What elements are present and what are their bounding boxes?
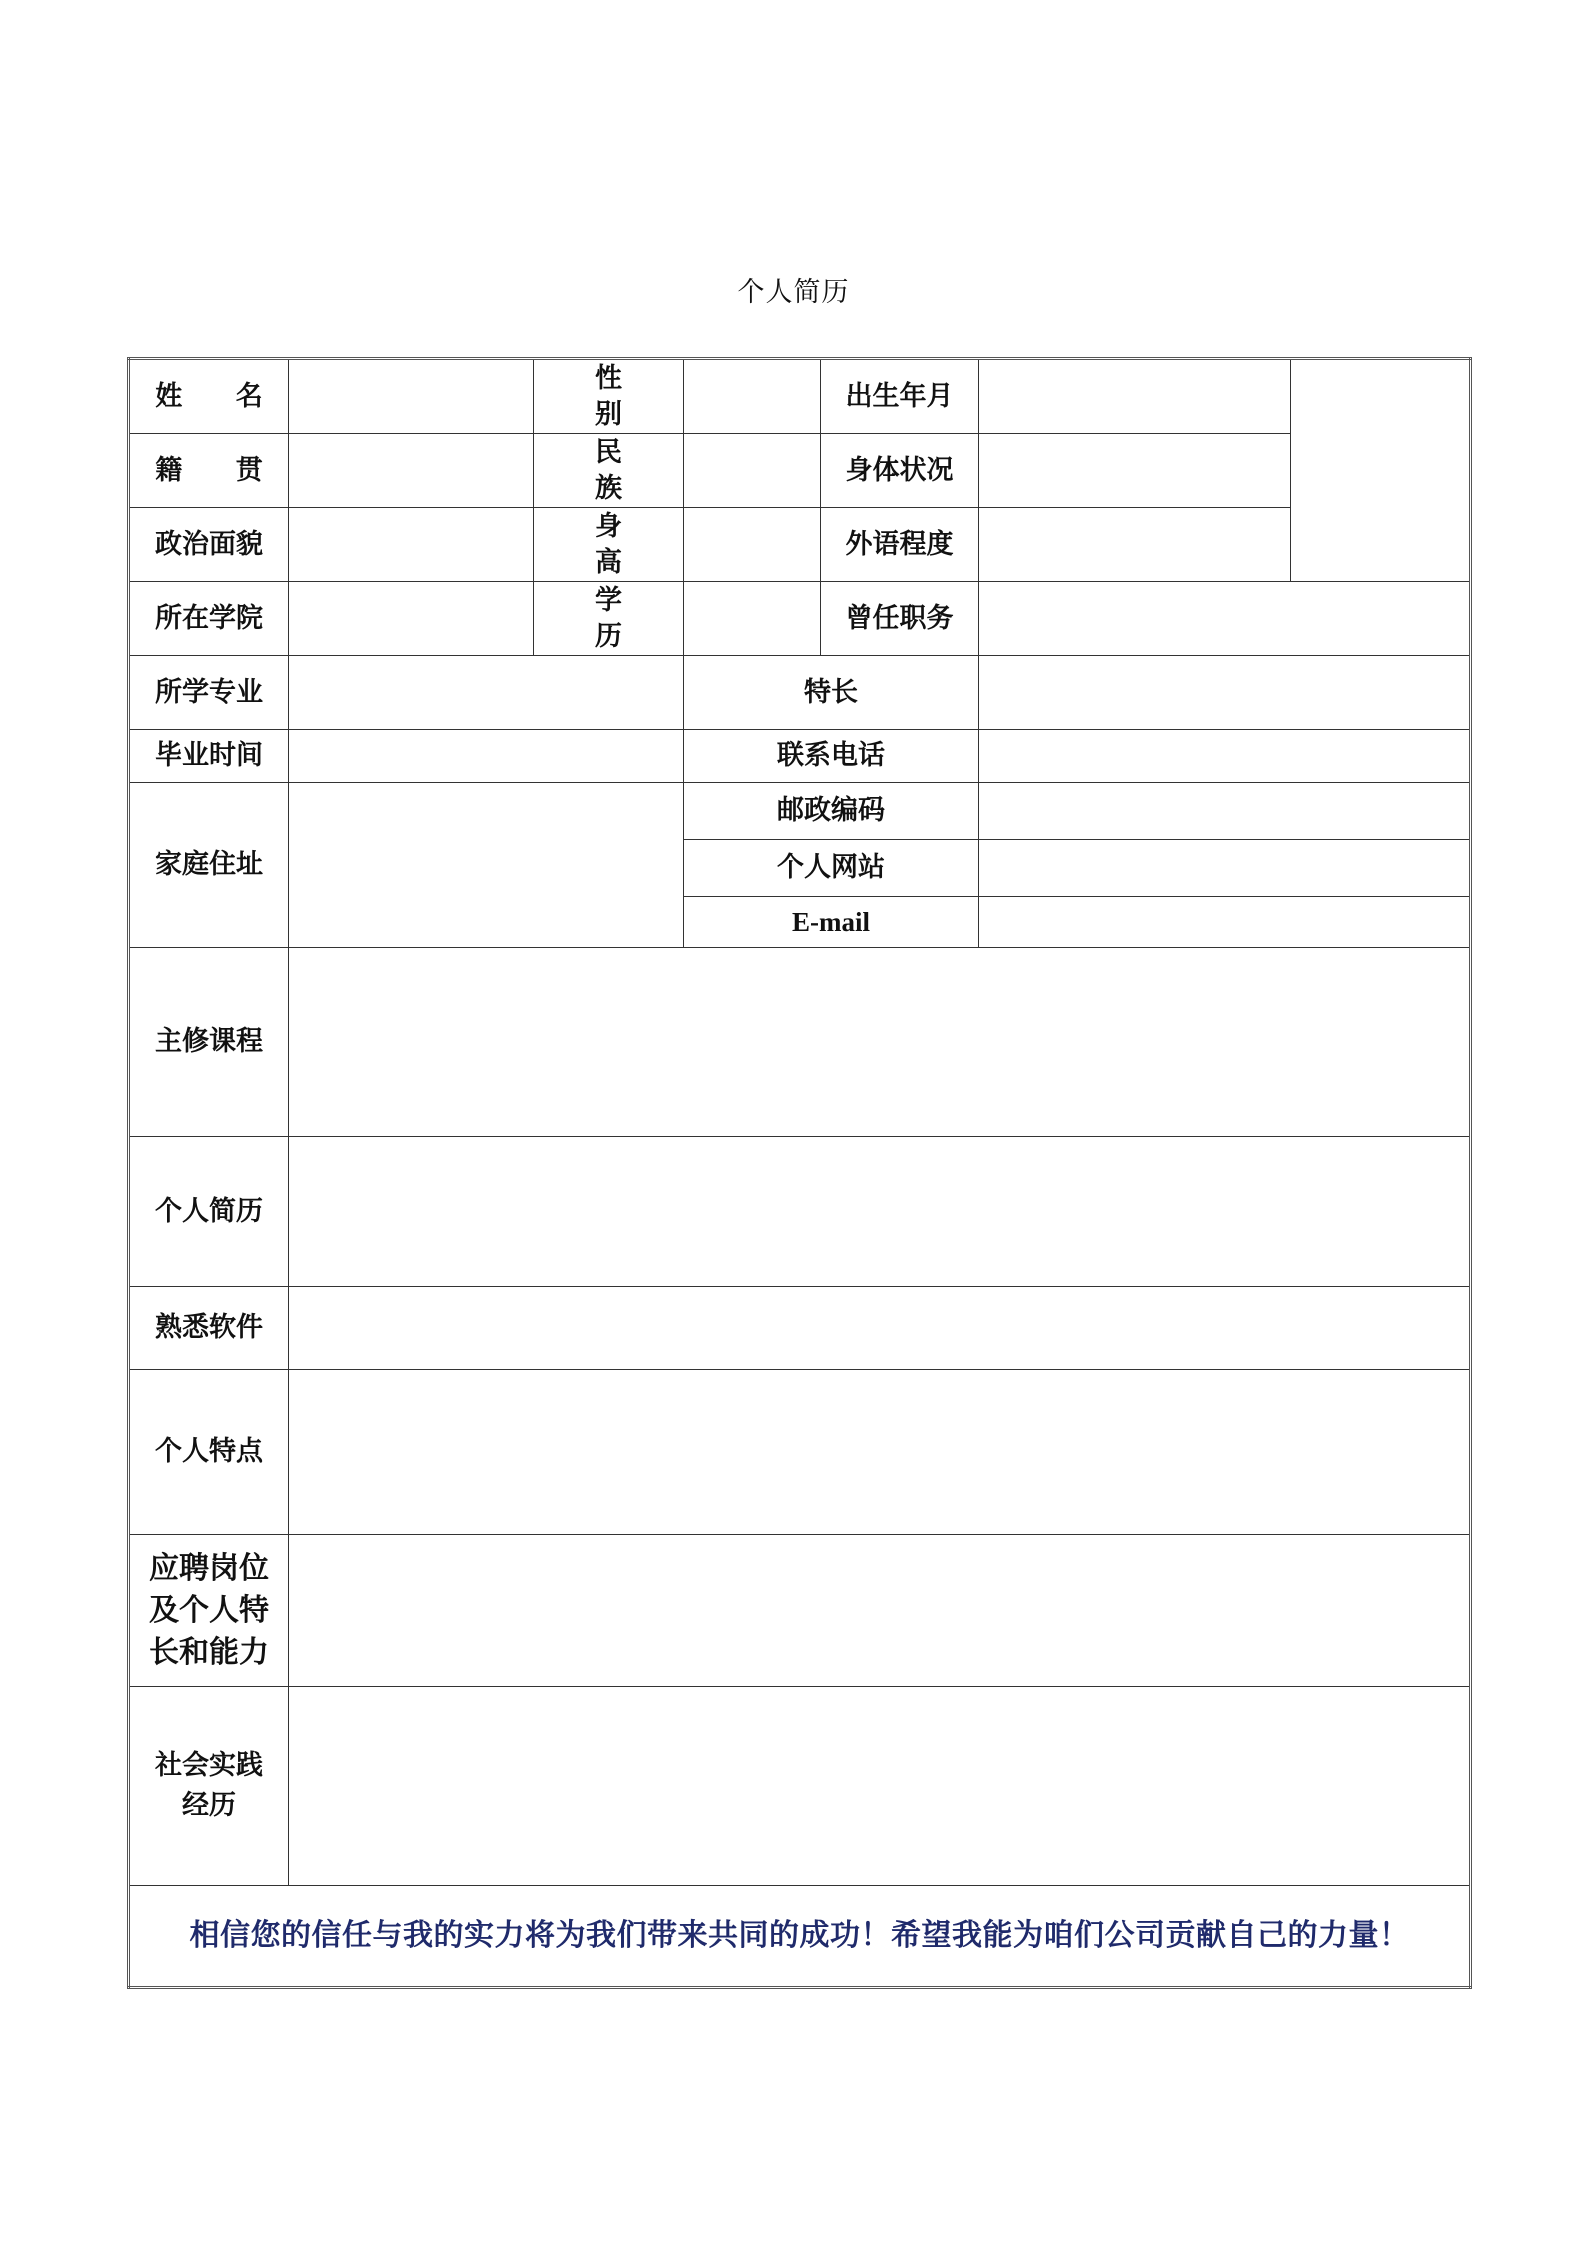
- birth-field[interactable]: [979, 359, 1291, 434]
- label-native-place: 籍 贯: [129, 434, 289, 508]
- label-position-line3: 长和能力: [149, 1634, 269, 1670]
- page-title: 个人简历: [737, 277, 850, 308]
- height-field[interactable]: [684, 508, 821, 582]
- label-position-line1: 应聘岗位: [149, 1550, 269, 1586]
- label-software: 熟悉软件: [129, 1287, 289, 1370]
- label-address: 家庭住址: [129, 783, 289, 948]
- label-foreign-lang: 外语程度: [821, 508, 979, 582]
- resume-field[interactable]: [289, 1137, 1471, 1287]
- label-email: E-mail: [684, 897, 979, 948]
- label-birth: 出生年月: [821, 359, 979, 434]
- label-former-post: 曾任职务: [821, 582, 979, 656]
- ethnicity-field[interactable]: [684, 434, 821, 508]
- software-field[interactable]: [289, 1287, 1471, 1370]
- health-field[interactable]: [979, 434, 1291, 508]
- political-field[interactable]: [289, 508, 534, 582]
- email-field[interactable]: [979, 897, 1471, 948]
- label-postcode: 邮政编码: [684, 783, 979, 840]
- courses-field[interactable]: [289, 948, 1471, 1137]
- label-practice-line1: 社会实践: [155, 1750, 263, 1781]
- college-field[interactable]: [289, 582, 534, 656]
- footer-message: 相信您的信任与我的实力将为我们带来共同的成功！希望我能为咱们公司贡献自己的力量！: [129, 1886, 1471, 1988]
- website-field[interactable]: [979, 840, 1471, 897]
- label-position-line2: 及个人特: [149, 1592, 269, 1628]
- graduation-field[interactable]: [289, 730, 684, 783]
- resume-table: [127, 357, 1472, 1989]
- phone-field[interactable]: [979, 730, 1471, 783]
- label-phone: 联系电话: [684, 730, 979, 783]
- label-health: 身体状况: [821, 434, 979, 508]
- label-ethnicity: 民 族: [534, 434, 684, 508]
- specialty-field[interactable]: [979, 656, 1471, 730]
- former-post-field[interactable]: [979, 582, 1471, 656]
- major-field[interactable]: [289, 656, 684, 730]
- address-field[interactable]: [289, 783, 684, 948]
- label-name: 姓 名: [129, 359, 289, 434]
- gender-field[interactable]: [684, 359, 821, 434]
- traits-field[interactable]: [289, 1370, 1471, 1535]
- label-height: 身 高: [534, 508, 684, 582]
- practice-field[interactable]: [289, 1687, 1471, 1886]
- label-traits: 个人特点: [129, 1370, 289, 1535]
- label-website: 个人网站: [684, 840, 979, 897]
- label-political: 政治面貌: [129, 508, 289, 582]
- label-education: 学 历: [534, 582, 684, 656]
- label-graduation: 毕业时间: [129, 730, 289, 783]
- education-field[interactable]: [684, 582, 821, 656]
- label-gender: 性 别: [534, 359, 684, 434]
- label-practice-line2: 经历: [182, 1790, 236, 1821]
- label-practice: [129, 1687, 289, 1886]
- name-field[interactable]: [289, 359, 534, 434]
- position-field[interactable]: [289, 1535, 1471, 1687]
- foreign-lang-field[interactable]: [979, 508, 1291, 582]
- label-resume: 个人简历: [129, 1137, 289, 1287]
- label-major: 所学专业: [129, 656, 289, 730]
- label-courses: 主修课程: [129, 948, 289, 1137]
- photo-box[interactable]: [1291, 359, 1471, 582]
- postcode-field[interactable]: [979, 783, 1471, 840]
- label-position: [129, 1535, 289, 1687]
- label-specialty: 特长: [684, 656, 979, 730]
- native-place-field[interactable]: [289, 434, 534, 508]
- label-college: 所在学院: [129, 582, 289, 656]
